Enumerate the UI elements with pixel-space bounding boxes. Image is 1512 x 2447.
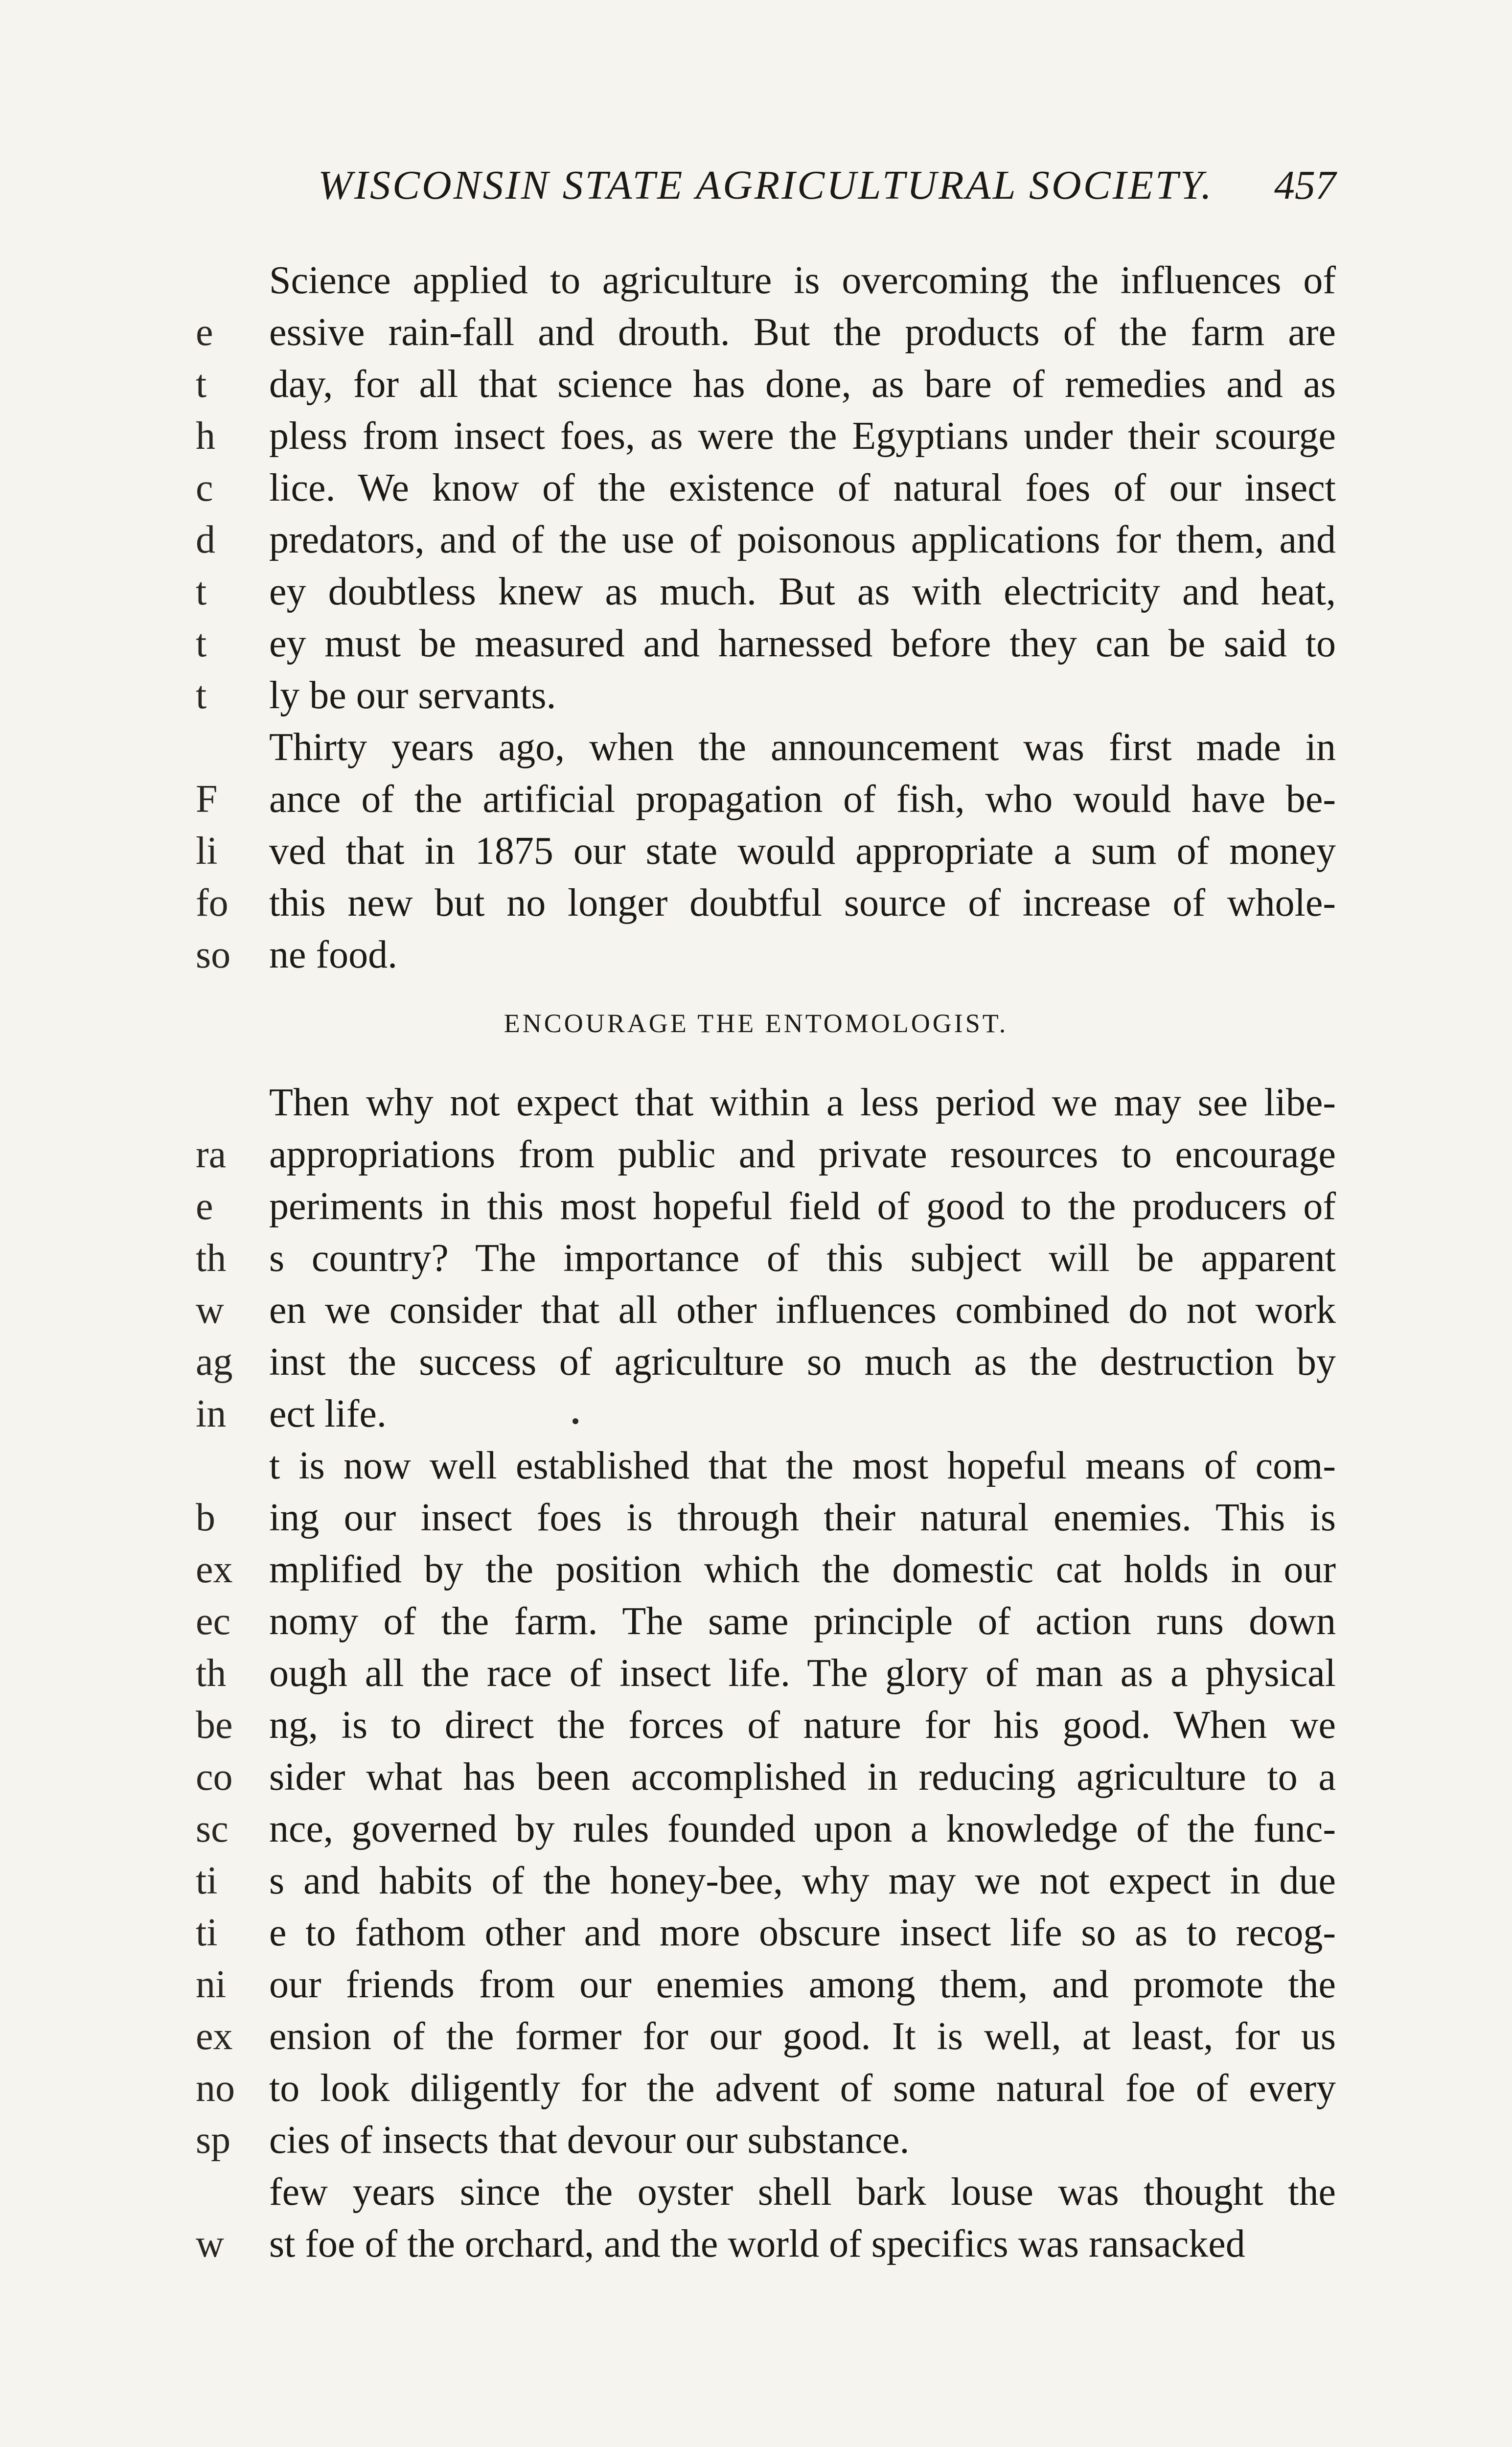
line-text: nomy of the farm. The same principle of action runs down [269, 1600, 1336, 1643]
text-line [196, 1855, 1336, 1907]
text-line [196, 1959, 1336, 2010]
line-text: ved that in 1875 our state would appropriate a sum of money [269, 830, 1336, 873]
text-line [196, 1751, 1336, 1803]
margin-fragment: ex [196, 2015, 233, 2058]
line-text: Then why not expect that within a less period we may see libe- [269, 1081, 1336, 1124]
text-line [196, 2062, 1336, 2114]
line-text: appropriations from public and private resources to encourage [269, 1133, 1336, 1176]
line-text: inst the success of agriculture so much as the destruction by [269, 1340, 1336, 1384]
text-line [196, 929, 1331, 981]
line-text: s and habits of the honey-bee, why may we not expect in due [269, 1859, 1336, 1902]
text-line [196, 669, 1331, 721]
page-number: 457 [1274, 162, 1336, 208]
section-heading: ENCOURAGE THE ENTOMOLOGIST. [504, 1009, 1008, 1038]
text-line [196, 1284, 1336, 1336]
line-text: ey must be measured and harnessed before they can be said to [269, 622, 1336, 665]
text-line [196, 1647, 1336, 1699]
text-line [196, 1492, 1336, 1544]
text-line [196, 1336, 1336, 1388]
line-text: Science applied to agriculture is overcoming the influences of [269, 259, 1336, 302]
margin-fragment: ni [196, 1963, 227, 2006]
line-text: day, for all that science has done, as bare of remedies and as [269, 363, 1336, 406]
line-text: en we consider that all other influences combined do not work [269, 1289, 1336, 1332]
margin-fragment: t [196, 363, 207, 406]
line-text: t is now well established that the most hopeful means of com- [269, 1444, 1336, 1487]
margin-fragment: ti [196, 1859, 218, 1902]
margin-fragment: ag [196, 1340, 233, 1384]
text-line [196, 2218, 1331, 2270]
line-text: cies of insects that devour our substance. [269, 2119, 910, 2162]
text-line [196, 1699, 1336, 1751]
margin-fragment: th [196, 1652, 227, 1695]
margin-fragment: d [196, 518, 215, 561]
margin-fragment: w [196, 1289, 224, 1332]
text-line [196, 877, 1336, 929]
line-text: predators, and of the use of poisonous applications for them, and [269, 518, 1336, 561]
text-line [196, 410, 1336, 462]
running-header [318, 162, 1336, 220]
margin-fragment: t [196, 622, 207, 665]
line-text: sider what has been accomplished in reducing agriculture to a [269, 1755, 1336, 1799]
margin-fragment: co [196, 1755, 233, 1799]
ink-speck [573, 1418, 578, 1424]
line-text: essive rain-fall and drouth. But the products of the farm are [269, 311, 1336, 354]
margin-fragment: sc [196, 1807, 229, 1850]
text-line [196, 358, 1336, 410]
text-line [196, 566, 1336, 618]
text-line [196, 773, 1336, 825]
line-text: this new but no longer doubtful source of increase of whole- [269, 881, 1336, 924]
text-line [196, 1907, 1336, 1959]
text-line [196, 462, 1336, 514]
text-line [196, 2114, 1331, 2166]
text-line [196, 254, 1336, 306]
line-text: ey doubtless knew as much. But as with electricity and heat, [269, 570, 1336, 613]
text-line [196, 514, 1336, 566]
margin-fragment: li [196, 830, 218, 873]
line-text: ough all the race of insect life. The glory of man as a physical [269, 1652, 1336, 1695]
text-line [196, 1232, 1336, 1284]
text-line [196, 1440, 1336, 1492]
text-line [196, 1388, 1331, 1440]
text-line [196, 1077, 1336, 1129]
margin-fragment: ra [196, 1133, 227, 1176]
running-title: WISCONSIN STATE AGRICULTURAL SOCIETY. [318, 162, 1214, 208]
text-line [196, 1180, 1336, 1232]
line-text: periments in this most hopeful field of good to the producers of [269, 1185, 1336, 1228]
margin-fragment: w [196, 2222, 224, 2265]
line-text: nce, governed by rules founded upon a knowledge of the func- [269, 1807, 1336, 1850]
margin-fragment: b [196, 1496, 215, 1539]
text-line [196, 825, 1336, 877]
line-text: mplified by the position which the domestic cat holds in our [269, 1548, 1336, 1591]
line-text: Thirty years ago, when the announcement was first made in [269, 726, 1336, 769]
text-line [196, 2166, 1336, 2218]
margin-fragment: be [196, 1704, 233, 1747]
text-line [196, 306, 1336, 358]
line-text: to look diligently for the advent of some natural foe of every [269, 2067, 1336, 2110]
margin-fragment: fo [196, 881, 229, 924]
line-text: ne food. [269, 933, 398, 976]
margin-fragment: th [196, 1237, 227, 1280]
text-line [196, 1544, 1336, 1595]
line-text: st foe of the orchard, and the world of specifics was ransacked [269, 2222, 1245, 2265]
margin-fragment: ec [196, 1600, 231, 1643]
text-line [196, 2010, 1336, 2062]
text-line [196, 618, 1336, 669]
line-text: ance of the artificial propagation of fish, who would have be- [269, 778, 1336, 821]
line-text: lice. We know of the existence of natural foes of our insect [269, 466, 1336, 509]
margin-fragment: e [196, 311, 213, 354]
margin-fragment: h [196, 415, 215, 458]
text-line [196, 1595, 1336, 1647]
line-text: ension of the former for our good. It is well, at least, for us [269, 2015, 1336, 2058]
line-text: s country? The importance of this subject will be apparent [269, 1237, 1336, 1280]
line-text: pless from insect foes, as were the Egyptians under their scourge [269, 415, 1336, 458]
margin-fragment: in [196, 1392, 227, 1435]
line-text: few years since the oyster shell bark louse was thought the [269, 2170, 1336, 2214]
line-text: ng, is to direct the forces of nature for his good. When we [269, 1704, 1336, 1747]
margin-fragment: c [196, 466, 213, 509]
line-text: ect life. [269, 1392, 387, 1435]
margin-fragment: F [196, 778, 218, 821]
margin-fragment: t [196, 674, 207, 717]
margin-fragment: sp [196, 2119, 231, 2162]
margin-fragment: e [196, 1185, 213, 1228]
text-line [196, 1129, 1336, 1180]
line-text: ing our insect foes is through their natural enemies. This is [269, 1496, 1336, 1539]
line-text: our friends from our enemies among them, and promote the [269, 1963, 1336, 2006]
line-text: e to fathom other and more obscure insect life so as to recog- [269, 1911, 1336, 1954]
margin-fragment: t [196, 570, 207, 613]
text-line [196, 721, 1336, 773]
margin-fragment: so [196, 933, 231, 976]
text-line [196, 1803, 1336, 1855]
line-text: ly be our servants. [269, 674, 556, 717]
margin-fragment: ti [196, 1911, 218, 1954]
margin-fragment: ex [196, 1548, 233, 1591]
margin-fragment: no [196, 2067, 235, 2110]
